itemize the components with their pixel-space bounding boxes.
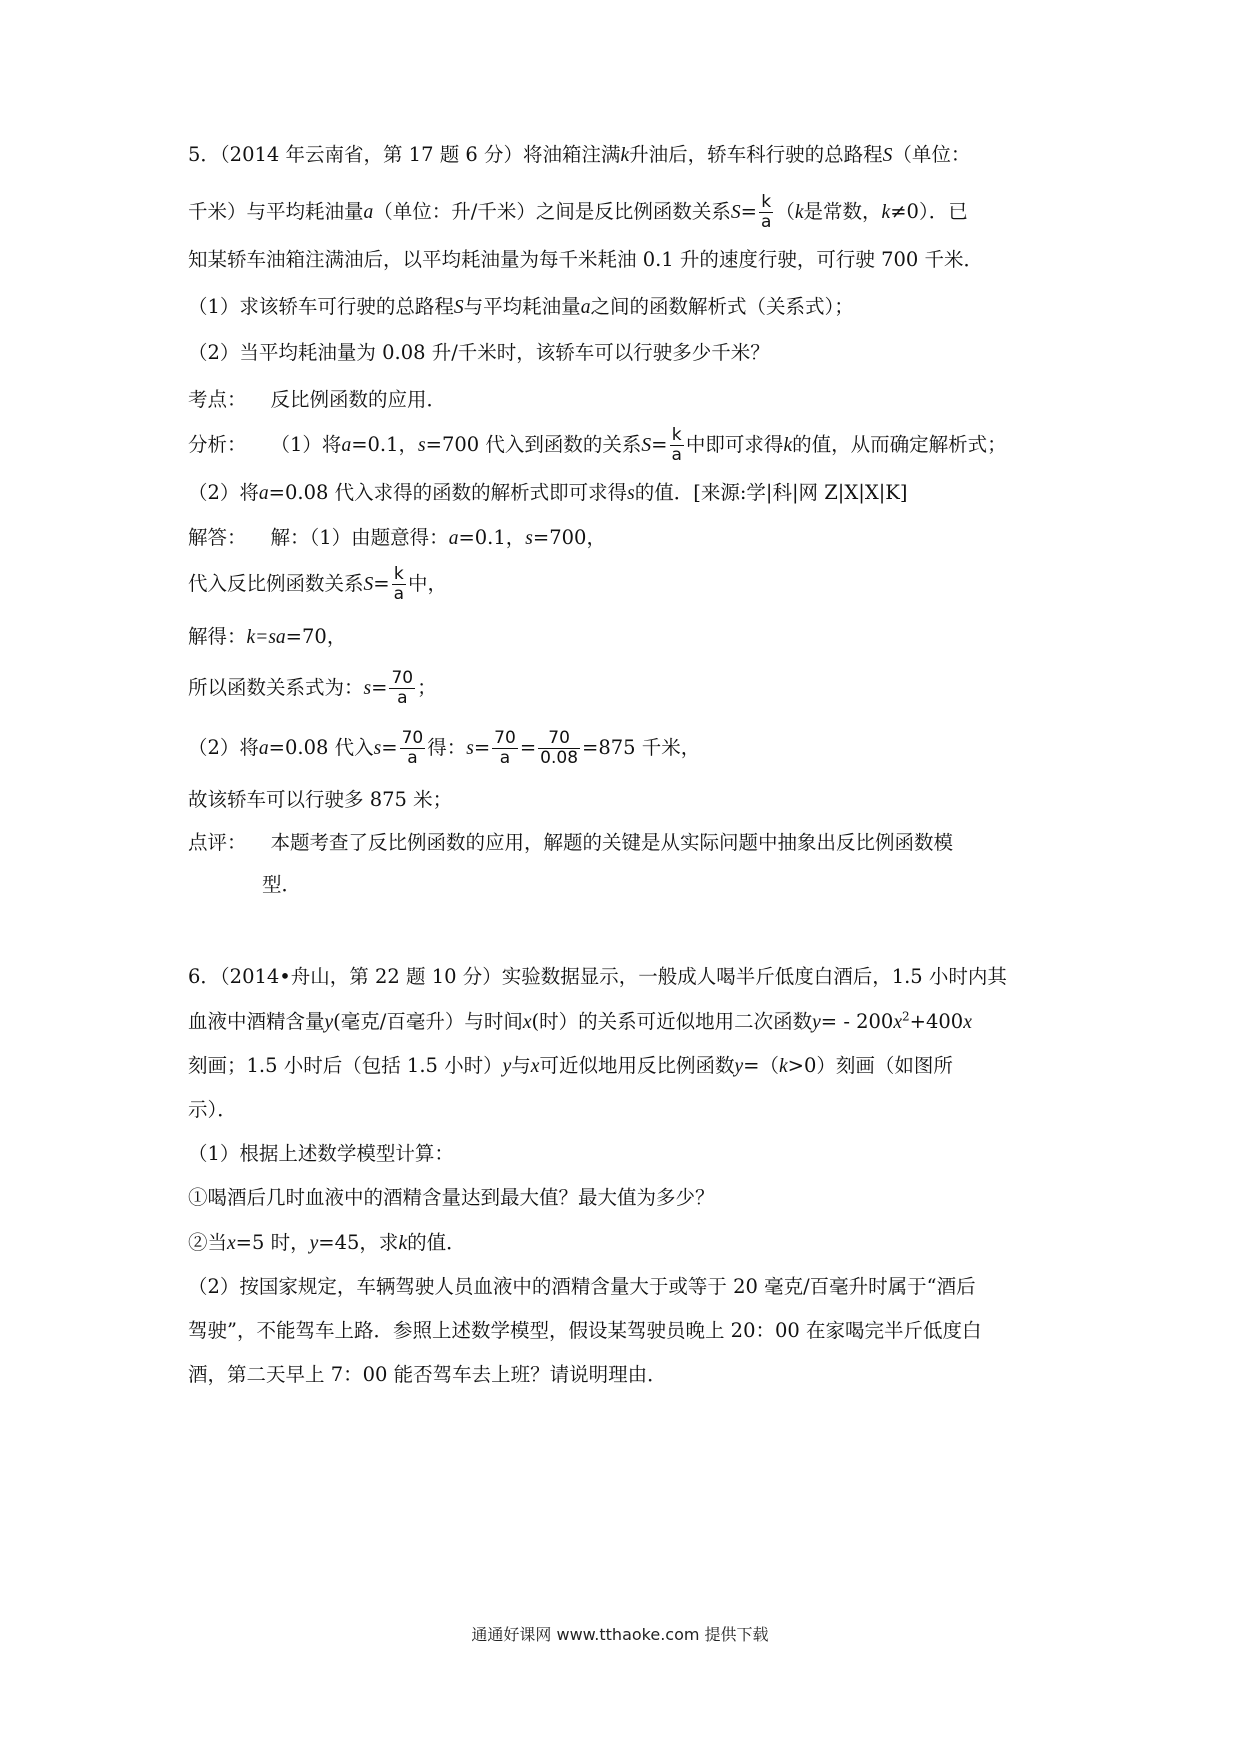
text: =700， bbox=[532, 526, 606, 549]
text: (时）的关系可近似地用二次函数 bbox=[531, 1010, 813, 1033]
text: 的值．[来源:学|科|网 Z|X|X|K] bbox=[634, 481, 908, 504]
denominator: a bbox=[393, 584, 405, 604]
p6-question-2-line-2: 驾驶”，不能驾车上路．参照上述数学模型，假设某驾驶员晚上 20：00 在家喝完半斤低度白 bbox=[188, 1319, 982, 1342]
p6-question-2-line-1: （2）按国家规定，车辆驾驶人员血液中的酒精含量大于或等于 20 毫克/百毫升时属于“酒后 bbox=[188, 1275, 976, 1298]
jieda-line-2 bbox=[188, 562, 1058, 607]
text: 与平均耗油量 bbox=[463, 295, 581, 318]
p5-line-2 bbox=[188, 190, 1058, 235]
expression: k=sa bbox=[246, 627, 286, 648]
p6-line-2 bbox=[188, 1007, 1058, 1038]
text: = bbox=[373, 572, 390, 595]
text: = bbox=[371, 676, 388, 699]
var: x bbox=[893, 1012, 902, 1033]
page-footer: 通通好课网 www.tthaoke.com 提供下载 bbox=[471, 1625, 769, 1644]
var: s bbox=[373, 738, 382, 759]
text: （2）将 bbox=[188, 481, 259, 504]
text: 中即可求得 bbox=[685, 433, 784, 456]
var: a bbox=[448, 528, 459, 549]
numerator: 70 bbox=[494, 728, 516, 748]
text: 升油后，轿车科行驶的总路程 bbox=[629, 143, 883, 166]
text: 解得： bbox=[188, 625, 247, 648]
var: S bbox=[453, 297, 464, 318]
var: k bbox=[881, 202, 891, 223]
p5-question-2: （2）当平均耗油量为 0.08 升/千米时，该轿车可以行驶多少千米？ bbox=[188, 341, 770, 364]
denominator: 0.08 bbox=[540, 748, 579, 768]
numerator: k bbox=[670, 426, 684, 446]
text: =0.08 代入求得的函数的解析式即可求得 bbox=[268, 481, 628, 504]
text: 血液中酒精含量 bbox=[188, 1010, 325, 1033]
denominator: a bbox=[499, 748, 511, 768]
dianping-line-2: 型． bbox=[262, 873, 302, 896]
var: s bbox=[418, 435, 426, 456]
text: = - 200 bbox=[820, 1010, 894, 1033]
label: 分析： bbox=[188, 433, 247, 456]
p6-question-2-line-3: 酒，第二天早上 7：00 能否驾车去上班？请说明理由． bbox=[188, 1363, 667, 1386]
text: 与 bbox=[511, 1054, 531, 1077]
p5-question-1 bbox=[188, 292, 1058, 323]
var: a bbox=[363, 202, 374, 223]
p6-line-3 bbox=[188, 1051, 1058, 1082]
text: （1）将 bbox=[270, 433, 342, 456]
denominator: a bbox=[760, 212, 772, 232]
text: 所以函数关系式为： bbox=[188, 676, 364, 699]
var: s bbox=[525, 528, 533, 549]
text: =0.1， bbox=[351, 433, 419, 456]
text: 的值，从而确定解析式； bbox=[792, 433, 1007, 456]
text: 本题考查了反比例函数的应用，解题的关键是从实际问题中抽象出反比例函数模 bbox=[270, 831, 954, 854]
text: 反比例函数的应用． bbox=[270, 388, 447, 411]
kaodian-line bbox=[188, 385, 1058, 415]
fenxi-line-1 bbox=[188, 423, 1058, 468]
fraction-70-over-a bbox=[492, 729, 518, 768]
denominator: a bbox=[407, 748, 418, 768]
var: a bbox=[258, 738, 269, 759]
var: x bbox=[530, 1056, 540, 1077]
fraction-70-over-a bbox=[389, 669, 415, 708]
text: 是常数， bbox=[803, 200, 882, 223]
p5-line-1 bbox=[188, 140, 1058, 171]
var: s bbox=[466, 738, 474, 759]
jieda-line-6: 故该轿车可以行驶多 875 米； bbox=[188, 788, 453, 811]
p6-line-1: 6．（2014•舟山，第 22 题 10 分）实验数据显示，一般成人喝半斤低度白酒后，1.5 小时内其 bbox=[188, 965, 1007, 988]
text: 的值． bbox=[407, 1231, 466, 1254]
var: x bbox=[227, 1233, 236, 1254]
text: =70， bbox=[285, 625, 347, 648]
var: y bbox=[812, 1012, 821, 1033]
var: k bbox=[783, 435, 793, 456]
var: S bbox=[730, 202, 741, 223]
fraction-k-over-a bbox=[392, 565, 406, 604]
label: 解答： bbox=[188, 526, 247, 549]
var: y bbox=[309, 1233, 319, 1254]
text: （单位： bbox=[892, 143, 971, 166]
text: = bbox=[651, 433, 668, 456]
label: 考点： bbox=[188, 388, 247, 411]
text: （2）将 bbox=[188, 736, 259, 759]
var: S bbox=[641, 435, 652, 456]
numerator: k bbox=[759, 193, 773, 213]
dianping-line-1 bbox=[188, 828, 1058, 858]
var: a bbox=[258, 483, 269, 504]
var: a bbox=[341, 435, 352, 456]
text: =875 千米， bbox=[582, 736, 701, 759]
p6-line-4: 示）． bbox=[188, 1098, 237, 1121]
text: ； bbox=[417, 676, 437, 699]
fenxi-line-2 bbox=[188, 478, 1058, 509]
text: =0.08 代入 bbox=[268, 736, 374, 759]
text: 代入反比例函数关系 bbox=[188, 572, 364, 595]
var: k bbox=[778, 1056, 788, 1077]
numerator: k bbox=[392, 565, 406, 585]
text: (毫克/百毫升）与时间 bbox=[333, 1010, 523, 1033]
fraction-70-over-a bbox=[400, 729, 426, 768]
text: = bbox=[381, 736, 398, 759]
p6-question-1b bbox=[188, 1228, 1058, 1259]
text: 之间的函数解析式（关系式）； bbox=[590, 295, 854, 318]
text: ②当 bbox=[188, 1231, 228, 1254]
text: （单位：升/千米）之间是反比例函数关系 bbox=[373, 200, 731, 223]
fraction-70-over-0.08 bbox=[538, 729, 580, 768]
text: =0.1， bbox=[458, 526, 526, 549]
text: ≠0）．已 bbox=[890, 200, 968, 223]
jieda-line-5 bbox=[188, 726, 1058, 771]
var: y bbox=[502, 1056, 512, 1077]
text: 解：（1）由题意得： bbox=[270, 526, 449, 549]
exponent: 2 bbox=[901, 1009, 910, 1024]
var: s bbox=[363, 678, 372, 699]
numerator: 70 bbox=[538, 729, 580, 749]
text: +400 bbox=[909, 1010, 964, 1033]
text: =5 时， bbox=[235, 1231, 310, 1254]
label: 点评： bbox=[188, 831, 247, 854]
denominator: a bbox=[671, 445, 682, 465]
var: x bbox=[963, 1012, 972, 1033]
text: 5．（2014 年云南省，第 17 题 6 分）将油箱注满 bbox=[188, 143, 621, 166]
var: S bbox=[882, 145, 893, 166]
text: =700 代入到函数的关系 bbox=[425, 433, 642, 456]
var: k bbox=[794, 202, 804, 223]
text: >0）刻画（如图所 bbox=[787, 1054, 953, 1077]
text: 得： bbox=[427, 736, 467, 759]
jieda-line-4 bbox=[188, 666, 1058, 711]
var: k bbox=[620, 145, 630, 166]
text: 中， bbox=[408, 572, 448, 595]
var: x bbox=[522, 1012, 532, 1033]
text: = bbox=[473, 736, 491, 759]
var: s bbox=[627, 483, 635, 504]
text: =（ bbox=[743, 1054, 779, 1077]
text: （ bbox=[775, 200, 795, 223]
jieda-line-1 bbox=[188, 523, 1058, 554]
var: y bbox=[734, 1056, 744, 1077]
var: a bbox=[580, 297, 591, 318]
text: 刻画；1.5 小时后（包括 1.5 小时） bbox=[188, 1054, 503, 1077]
fraction-k-over-a bbox=[670, 426, 684, 465]
text: 千米）与平均耗油量 bbox=[188, 200, 364, 223]
text: 可近似地用反比例函数 bbox=[539, 1054, 735, 1077]
var: k bbox=[398, 1233, 408, 1254]
fraction-k-over-a bbox=[759, 193, 773, 232]
numerator: 70 bbox=[401, 728, 424, 748]
numerator: 70 bbox=[391, 668, 414, 688]
denominator: a bbox=[397, 688, 408, 708]
p5-line-3: 知某轿车油箱注满油后，以平均耗油量为每千米耗油 0.1 升的速度行驶，可行驶 700 千米． bbox=[188, 248, 984, 271]
text: = bbox=[740, 200, 757, 223]
var: S bbox=[363, 574, 374, 595]
var: y bbox=[324, 1012, 334, 1033]
p6-question-1: （1）根据上述数学模型计算： bbox=[188, 1142, 454, 1165]
p6-question-1a: ①喝酒后几时血液中的酒精含量达到最大值？最大值为多少？ bbox=[188, 1186, 715, 1209]
text: = bbox=[519, 736, 537, 759]
text: （1）求该轿车可行驶的总路程 bbox=[188, 295, 454, 318]
jieda-line-3 bbox=[188, 622, 1058, 653]
text: =45，求 bbox=[318, 1231, 399, 1254]
